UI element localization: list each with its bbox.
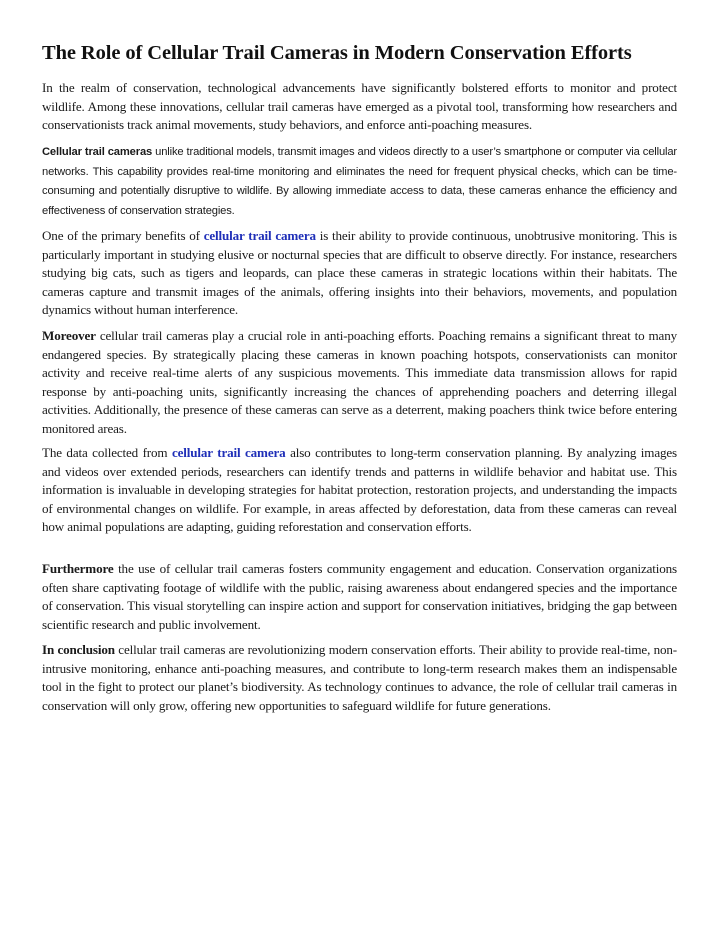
- cellular-trail-camera-link[interactable]: cellular trail camera: [171, 445, 286, 460]
- benefits-paragraph: [42, 227, 677, 320]
- conclusion-paragraph: [42, 641, 677, 715]
- data-planning-paragraph: [42, 444, 677, 537]
- cellular-trail-camera-link[interactable]: cellular trail camera: [203, 228, 316, 243]
- paragraph-text-before: One of the primary benefits of: [42, 228, 204, 243]
- paragraph-text-after: also contributes to long-term conservation planning. By analyzing images and videos over extended periods, researchers can identify trends and patterns in wildlife behavior and habitat use. This information is invaluable in developing strategies for habitat protection, restoration projects, and understanding the impacts of environmental changes on wildlife. For example, in areas affected by deforestation, data from these cameras can reveal how animal populations are adapting, guiding reforestation and conservation efforts.: [42, 445, 677, 534]
- paragraph-text: cellular trail cameras are revolutionizing modern conservation efforts. Their ability to provide real-time, non-intrusive monitoring, enhance anti-poaching measures, and contribute to long-term research makes them an indispensable tool in the fight to protect our planet’s biodiversity. As technology continues to advance, the role of cellular trail cameras in conservation will only grow, offering new opportunities to safeguard wildlife for future generations.: [42, 642, 677, 713]
- community-paragraph: [42, 560, 677, 634]
- paragraph-text-after: is their ability to provide continuous, unobtrusive monitoring. This is particularly important in studying elusive or nocturnal species that are difficult to observe directly. For instance, researchers studying big cats, such as tigers and leopards, can place these cameras in strategic locations within their habitats. The cameras capture and transmit images of the animals, offering insights into their behaviors, movements, and population dynamics without human interference.: [42, 228, 677, 317]
- paragraph-lead: Cellular trail cameras: [42, 146, 153, 158]
- intro-paragraph: [42, 79, 677, 135]
- anti-poaching-paragraph: [42, 327, 677, 438]
- document-title: The Role of Cellular Trail Cameras in Modern Conservation Efforts: [42, 42, 632, 64]
- cellular-cameras-paragraph: [42, 143, 677, 221]
- paragraph-text: cellular trail cameras play a crucial role in anti-poaching efforts. Poaching remains a significant threat to many endangered species. By strategically placing these cameras in known poaching hotspots, conservationists can monitor activity and receive real-time alerts of any suspicious movements. This immediate data transmission allows for rapid response by anti-poaching units, significantly increasing the chances of apprehending poachers and deterring illegal activities. Additionally, the presence of these cameras can serve as a deterrent, making poachers think twice before entering monitored areas.: [42, 328, 677, 436]
- paragraph-text: the use of cellular trail cameras fosters community engagement and education. Conservation organizations often share captivating footage of wildlife with the public, raising awareness about endangered species and the importance of conservation. This visual storytelling can inspire action and support for conservation initiatives, bridging the gap between scientific research and public involvement.: [42, 561, 677, 632]
- paragraph-text: unlike traditional models, transmit images and videos directly to a user’s smartphone or computer via cellular networks. This capability provides real-time monitoring and eliminates the need for frequent physical checks, which can be time-consuming and potentially disruptive to wildlife. By allowing immediate access to data, these cameras enhance the efficiency and effectiveness of conservation strategies.: [42, 146, 678, 217]
- paragraph-lead: Moreover: [42, 328, 96, 343]
- paragraph-lead: Furthermore: [42, 561, 114, 576]
- paragraph-lead: In conclusion: [42, 642, 115, 657]
- paragraph-text: In the realm of conservation, technological advancements have significantly bolstered efforts to monitor and protect wildlife. Among these innovations, cellular trail cameras have emerged as a pivotal tool, transforming how researchers and conservationists track animal movements, study behaviors, and enforce anti-poaching measures.: [42, 80, 677, 132]
- paragraph-text-before: The data collected from: [42, 445, 172, 460]
